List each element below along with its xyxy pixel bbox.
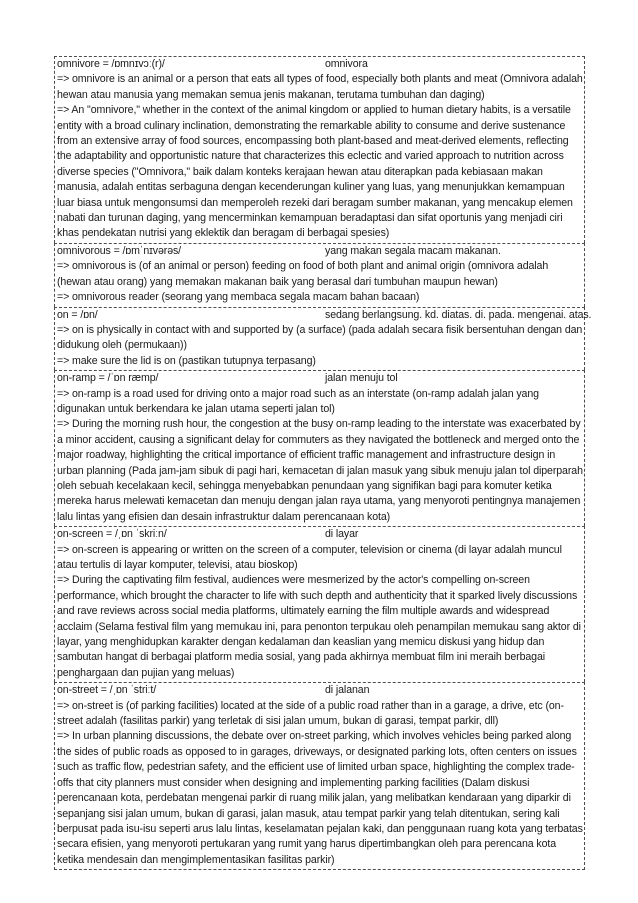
example: => omnivorous reader (seorang yang membaca segala macam bahan bacaan)	[57, 291, 420, 304]
dictionary-entry	[54, 526, 585, 682]
definition: => on-street is (of parking facilities) located at the side of a public road rather than in a garage, a drive, etc (on-street adalah (fasilitas parkir) yang terletak di sisi jalan umum, bukan di garasi, tempat parkir, dll)	[57, 699, 564, 728]
entry-header	[57, 527, 583, 542]
headword: omnivorous = /ɒmˈnɪvərəs/	[57, 244, 182, 257]
translation: sedang berlangsung. kd. diatas. di. pada. mengenai. atas.	[325, 308, 592, 321]
headword: on = /ɒn/	[57, 308, 98, 321]
dictionary-entry	[54, 56, 585, 243]
definition: => on-screen is appearing or written on the screen of a computer, television or cinema (di layar adalah muncul atau tertulis di layar komputer, televisi, atau bioskop)	[57, 543, 562, 571]
example: => In urban planning discussions, the debate over on-street parking, which involves vehicles being parked along the sides of public roads as opposed to in garages, driveways, or designated parking lots, often centers on issues such as traffic flow, pedestrian safety, and the efficient use of limited urban space, highlighting the complex trade-offs that city planners must consider when designing and implementing parking facilities (Dalam diskusi perencanaan kota, perdebatan mengenai parkir di ruang milik jalan, yang melibatkan kendaraan yang diparkir di sepanjang sisi jalan umum, bukan di garasi, jalan masuk, atau tempat parkir yang telah ditentukan, sering kali berpusat pada isu-isu seperti arus lalu lintas, keselamatan pejalan kaki, dan penggunaan ruang kota yang terbatas secara efisien, yang menyoroti pertukaran yang rumit yang harus dipertimbangkan oleh para perencana kota ketika mendesain dan mengimplementasikan fasilitas parkir)	[57, 730, 583, 866]
example: => During the captivating film festival, audiences were mesmerized by the actor's compelling on-screen performance, which brought the character to life with such depth and authenticity that it sparked lively discussions and rave reviews across social media platforms, ultimately earning the film multiple awards and widespread acclaim (Selama festival film yang memukau ini, para penonton terpukau oleh penampilan memukau sang aktor di layar, yang menghidupkan karakter dengan kedalaman dan keaslian yang memicu diskusi yang hidup dan sambutan hangat di berbagai platform media sosial, yang pada akhirnya membuat film ini meraih berbagai penghargaan dan pujian yang meluas)	[57, 574, 581, 679]
entry-header	[57, 308, 592, 323]
entry-header	[57, 683, 583, 698]
definition: => omnivore is an animal or a person that eats all types of food, especially both plants and meat (Omnivora adalah hewan atau manusia yang memakan semua jenis makanan, terutama tumbuhan dan daging)	[57, 73, 583, 101]
example: => During the morning rush hour, the congestion at the busy on-ramp leading to the interstate was exacerbated by a minor accident, causing a significant delay for commuters as they navigated the bottleneck and merged onto the major roadway, highlighting the critical importance of efficient traffic management and infrastructure design in urban planning (Pada jam-jam sibuk di pagi hari, kemacetan di jalan masuk yang sibuk menuju jalan tol diperparah oleh sebuah kecelakaan kecil, sehingga menyebabkan penundaan yang signifikan bagi para komuter ketika mereka harus melewati kemacetan dan menuju dengan jalan raya utama, yang menyoroti pentingnya manajemen lalu lintas yang efisien dan desain infrastruktur dalam perencanaan kota)	[57, 418, 583, 523]
example: => An "omnivore," whether in the context of the animal kingdom or applied to human dietary habits, is a versatile entity with a broad culinary inclination, demonstrating the remarkable ability to consume and derive sustenance from an extensive array of food sources, encompassing both plant-based and meat-derived elements, reflecting the adaptability and opportunistic nature that characterizes this eclectic and varied approach to nutrition across diverse species ("Omnivora," baik dalam konteks kerajaan hewan atau diterapkan pada kebiasaan makan manusia, adalah entitas serbaguna dengan kecenderungan kuliner yang luas, yang menunjukkan kemampuan luar biasa untuk mengonsumsi dan memperoleh rezeki dari beragam sumber makanan, yang mencakup elemen nabati dan turunan daging, yang mencerminkan kemampuan beradaptasi dan sifat oportunis yang menjadi ciri khas pendekatan nutrisi yang eklektik dan beragam di berbagai spesies)	[57, 104, 573, 240]
translation: jalan menuju tol	[325, 372, 398, 385]
headword: omnivore = /ɒmnɪvɔː(r)/	[57, 58, 165, 70]
definition: => on is physically in contact with and supported by (a surface) (pada adalah secara fisik bersentuhan dengan dan didukung oleh (permukaan))	[57, 323, 583, 352]
headword: on-ramp = /ˈɒn ræmp/	[57, 372, 159, 385]
entry-header	[57, 57, 583, 72]
dictionary-entry	[54, 243, 585, 307]
headword: on-street = /ˌɒn ˈstriːt/	[57, 684, 157, 697]
definition: => on-ramp is a road used for driving onto a major road such as an interstate (on-ramp adalah jalan yang digunakan untuk berkendara ke jalan utama seperti jalan tol)	[57, 387, 539, 415]
entry-header	[57, 244, 583, 259]
translation: di jalanan	[325, 684, 370, 697]
definition: => omnivorous is (of an animal or person) feeding on food of both plant and animal origin (omnivora adalah (hewan atau orang) yang memakan makanan baik yang berasal dari tumbuhan maupun hewan)	[57, 260, 549, 288]
dictionary-entry	[54, 682, 585, 870]
dictionary-entry	[54, 370, 585, 526]
dictionary-entry	[54, 307, 592, 371]
translation: di layar	[325, 528, 359, 541]
dictionary-page	[54, 56, 592, 870]
headword: on-screen = /ˌɒn ˈskriːn/	[57, 528, 167, 541]
translation: yang makan segala macam makanan.	[325, 244, 501, 257]
example: => make sure the lid is on (pastikan tutupnya terpasang)	[57, 354, 316, 367]
entry-header	[57, 371, 583, 386]
translation: omnivora	[325, 58, 368, 70]
